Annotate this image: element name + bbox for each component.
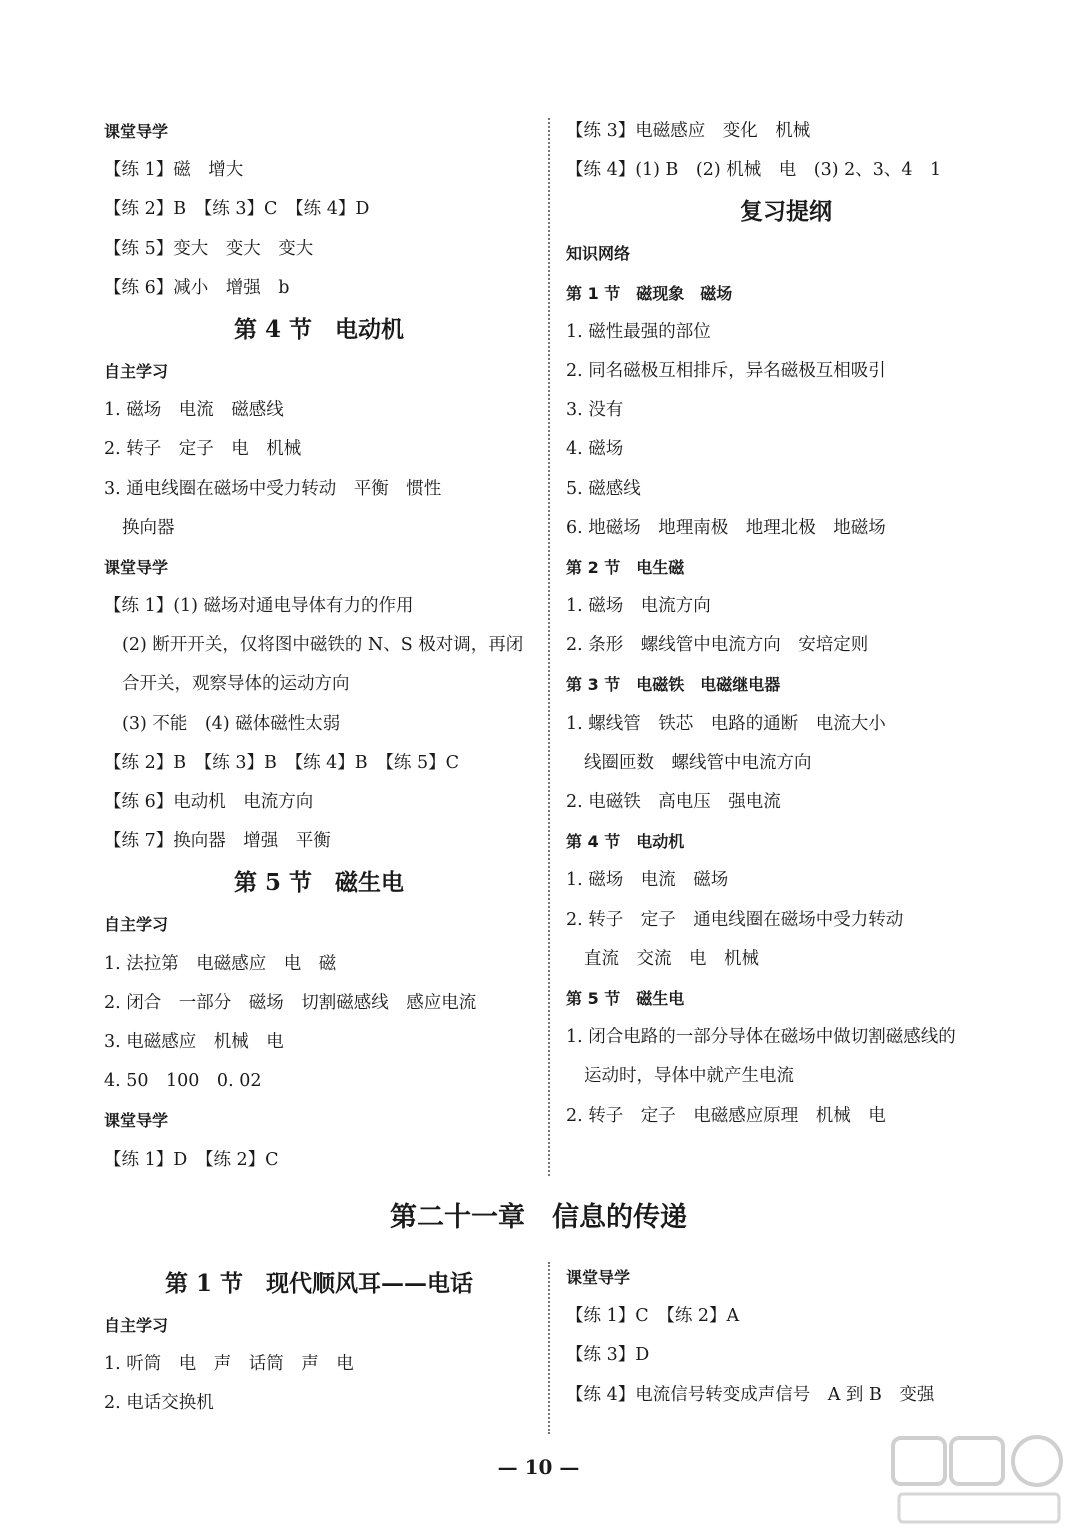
answer-line: 1. 磁场 电流方向 bbox=[566, 596, 711, 617]
section-heading: 第 4 节 电动机 bbox=[566, 832, 685, 852]
section-title: 复习提纲 bbox=[740, 198, 832, 226]
section-heading: 课堂导学 bbox=[566, 1268, 631, 1287]
answer-line-continued: (2) 断开开关，仅将图中磁铁的 N、S 极对调，再闭 bbox=[122, 635, 524, 656]
answer-line: 4. 50 100 0. 02 bbox=[104, 1071, 262, 1092]
answer-line: 3. 电磁感应 机械 电 bbox=[104, 1031, 284, 1052]
section-heading: 课堂导学 bbox=[104, 122, 169, 141]
section-title: 第 5 节 磁生电 bbox=[233, 869, 405, 897]
answer-line: 2. 转子 定子 电磁感应原理 机械 电 bbox=[566, 1105, 886, 1126]
answer-line: 2. 闭合 一部分 磁场 切割磁感线 感应电流 bbox=[104, 992, 477, 1013]
answer-line-continued: 合开关，观察导体的运动方向 bbox=[122, 674, 350, 695]
answer-line: 1. 磁场 电流 磁感线 bbox=[104, 400, 284, 421]
answer-line: 6. 地磁场 地理南极 地理北极 地磁场 bbox=[566, 517, 886, 538]
column-divider-top bbox=[548, 118, 550, 1176]
answer-line: 4. 磁场 bbox=[566, 439, 624, 460]
answer-line-continued: (3) 不能 (4) 磁体磁性太弱 bbox=[122, 713, 341, 734]
page-number: — 10 — bbox=[497, 1455, 580, 1479]
right-column-bottom bbox=[566, 1258, 1006, 1415]
answer-line: 【练 1】D 【练 2】C bbox=[104, 1149, 279, 1170]
section-heading: 第 1 节 磁现象 磁场 bbox=[566, 283, 733, 303]
answer-line: 2. 转子 定子 通电线圈在磁场中受力转动 bbox=[566, 909, 904, 930]
answer-line: 3. 没有 bbox=[566, 400, 624, 421]
answer-line: 【练 2】B 【练 3】C 【练 4】D bbox=[104, 199, 370, 220]
section-heading: 第 3 节 电磁铁 电磁继电器 bbox=[566, 675, 781, 695]
answer-line: 1. 闭合电路的一部分导体在磁场中做切割磁感线的 bbox=[566, 1027, 956, 1048]
left-column-bottom bbox=[104, 1262, 534, 1424]
section-heading: 第 5 节 磁生电 bbox=[566, 988, 685, 1008]
section-heading: 课堂导学 bbox=[104, 557, 169, 577]
answer-line: 1. 法拉第 电磁感应 电 磁 bbox=[104, 953, 337, 974]
watermark-logo bbox=[889, 1430, 1069, 1530]
answer-line: 【练 6】减小 增强 b bbox=[104, 277, 290, 298]
answer-line: 2. 转子 定子 电 机械 bbox=[104, 439, 302, 460]
answer-line: 2. 同名磁极互相排斥，异名磁极互相吸引 bbox=[566, 360, 886, 381]
section-heading: 自主学习 bbox=[104, 1316, 169, 1335]
section-heading: 课堂导学 bbox=[104, 1111, 169, 1131]
answer-line: 【练 1】(1) 磁场对通电导体有力的作用 bbox=[104, 596, 414, 617]
answer-line: 1. 磁场 电流 磁场 bbox=[566, 870, 729, 891]
answer-line: 【练 3】D bbox=[566, 1345, 650, 1366]
section-heading: 自主学习 bbox=[104, 915, 169, 935]
right-column-top bbox=[566, 112, 1006, 1136]
column-divider-bottom bbox=[548, 1262, 550, 1434]
answer-line: 1. 磁性最强的部位 bbox=[566, 321, 711, 342]
answer-line: 3. 通电线圈在磁场中受力转动 平衡 惯性 bbox=[104, 478, 442, 499]
answer-line-continued: 换向器 bbox=[122, 517, 175, 538]
answer-line: 1. 听筒 电 声 话筒 声 电 bbox=[104, 1354, 354, 1375]
answer-line: 【练 3】电磁感应 变化 机械 bbox=[566, 121, 811, 141]
chapter-title: 第二十一章 信息的传递 bbox=[390, 1202, 687, 1233]
answer-line: 2. 条形 螺线管中电流方向 安培定则 bbox=[566, 635, 869, 656]
answer-line: 1. 螺线管 铁芯 电路的通断 电流大小 bbox=[566, 713, 886, 734]
answer-line: 【练 6】电动机 电流方向 bbox=[104, 792, 314, 812]
answer-line: 【练 2】B 【练 3】B 【练 4】B 【练 5】C bbox=[104, 752, 460, 773]
section-title: 第 1 节 现代顺风耳——电话 bbox=[164, 1270, 474, 1297]
answer-line: 【练 1】C 【练 2】A bbox=[566, 1306, 740, 1327]
section-heading: 知识网络 bbox=[566, 244, 631, 264]
answer-line-continued: 线圈匝数 螺线管中电流方向 bbox=[584, 752, 812, 773]
section-heading: 自主学习 bbox=[104, 361, 169, 381]
answer-line: 【练 4】电流信号转变成声信号 A 到 B 变强 bbox=[566, 1384, 935, 1405]
section-heading: 第 2 节 电生磁 bbox=[566, 557, 685, 577]
left-column-top bbox=[104, 112, 534, 1180]
answer-line: 【练 7】换向器 增强 平衡 bbox=[104, 831, 331, 852]
answer-line: 2. 电话交换机 bbox=[104, 1393, 214, 1414]
answer-line-continued: 直流 交流 电 机械 bbox=[584, 948, 759, 969]
answer-line: 2. 电磁铁 高电压 强电流 bbox=[566, 792, 781, 812]
answer-line: 5. 磁感线 bbox=[566, 478, 641, 499]
answer-line: 【练 5】变大 变大 变大 bbox=[104, 238, 314, 259]
section-title: 第 4 节 电动机 bbox=[233, 315, 405, 343]
answer-line: 【练 4】(1) B (2) 机械 电 (3) 2、3、4 1 bbox=[566, 160, 942, 181]
answer-line-continued: 运动时，导体中就产生电流 bbox=[584, 1066, 794, 1087]
answer-line: 【练 1】磁 增大 bbox=[104, 160, 244, 181]
